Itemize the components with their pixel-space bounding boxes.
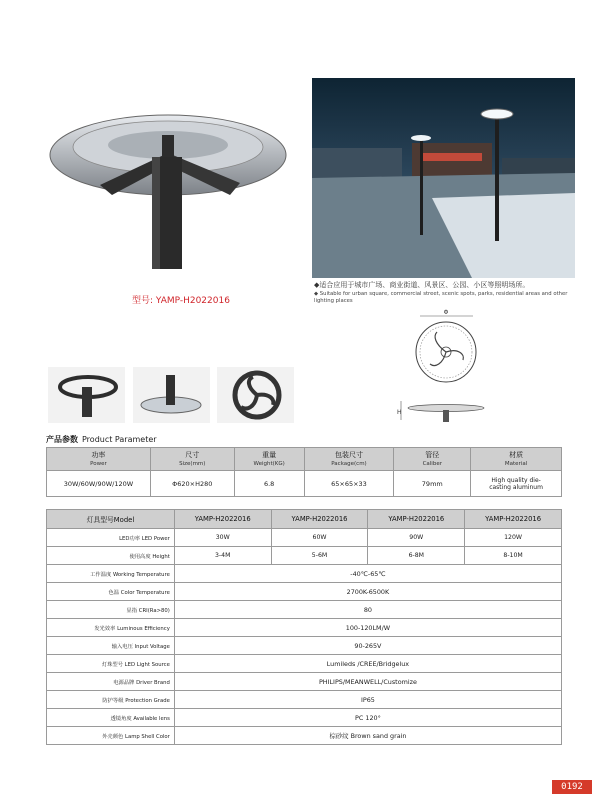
spec-label: 工作温度 Working Temperature [47, 565, 175, 583]
height-label: H [397, 409, 402, 416]
spec-value: 8-10M [465, 547, 562, 565]
spec-row [47, 619, 562, 637]
spec-row [47, 673, 562, 691]
spec-header-label: 灯具型号Model [47, 510, 175, 529]
param-header-size: 尺寸 Size(mm) [150, 448, 234, 471]
spec-row [47, 601, 562, 619]
spec-label: 灯珠型号 LED Light Source [47, 655, 175, 673]
param-package: 65×65×33 [304, 471, 394, 497]
spec-label: 输入电压 Input Voltage [47, 637, 175, 655]
spec-row [47, 727, 562, 745]
spec-header-row [47, 510, 562, 529]
param-header-weight: 重量 Weight(KG) [234, 448, 304, 471]
applications-cn: ◆适合应用于城市广场、商业街道、风景区、公园、小区等照明场所。 [314, 281, 530, 289]
spec-value: PC 120° [174, 709, 561, 727]
model-label: 型号: YAMP-H2022016 [132, 296, 230, 306]
spec-row [47, 637, 562, 655]
spec-label: 色温 Color Temperature [47, 583, 175, 601]
spec-value: 90-265V [174, 637, 561, 655]
spec-row [47, 691, 562, 709]
detail-photo-bracket [48, 367, 125, 423]
spec-label: 使用高度 Height [47, 547, 175, 565]
param-caliber: 79mm [394, 471, 471, 497]
detail-photo-top [217, 367, 294, 423]
spec-label: 防护等级 Protection Grade [47, 691, 175, 709]
param-size: Φ620×H280 [150, 471, 234, 497]
spec-label: LED功率 LED Power [47, 529, 175, 547]
dimension-drawing [395, 308, 495, 426]
spec-value: 6-8M [368, 547, 465, 565]
section-title-cn: 产品参数 [46, 435, 78, 444]
spec-label: 电源品牌 Driver Brand [47, 673, 175, 691]
spec-value: 3-4M [174, 547, 271, 565]
spec-row-power [47, 529, 562, 547]
spec-row [47, 709, 562, 727]
param-material: High quality die- casting aluminum [471, 471, 562, 497]
spec-row [47, 565, 562, 583]
spec-model-1: YAMP-H2022016 [174, 510, 271, 529]
spec-label: 外壳颜色 Lamp Shell Color [47, 727, 175, 745]
page-number: 0192 [552, 780, 592, 794]
spec-model-2: YAMP-H2022016 [271, 510, 368, 529]
spec-row [47, 655, 562, 673]
applications-en: ◆ Suitable for urban square, commercial street, scenic spots, parks, residential areas and other lighting places [314, 291, 568, 304]
param-power: 30W/60W/90W/120W [47, 471, 151, 497]
spec-value: 120W [465, 529, 562, 547]
spec-value: 60W [271, 529, 368, 547]
product-hero-image [40, 95, 290, 280]
spec-value: IP65 [174, 691, 561, 709]
spec-label: 透镜角度 Available lens [47, 709, 175, 727]
section-title [46, 434, 157, 445]
spec-value: -40℃-65℃ [174, 565, 561, 583]
param-header-material: 材质 Material [471, 448, 562, 471]
spec-value: Lumileds /CREE/Bridgelux [174, 655, 561, 673]
night-scene-photo [312, 78, 575, 278]
section-title-en: Product Parameter [82, 435, 157, 444]
spec-value: 30W [174, 529, 271, 547]
product-parameter-table [46, 447, 562, 497]
spec-row [47, 583, 562, 601]
spec-model-3: YAMP-H2022016 [368, 510, 465, 529]
spec-row-height [47, 547, 562, 565]
param-weight: 6.8 [234, 471, 304, 497]
specification-table [46, 509, 562, 745]
spec-value: PHILIPS/MEANWELL/Customize [174, 673, 561, 691]
spec-label: 显指 CRI(Ra>80) [47, 601, 175, 619]
param-header-package: 包装尺寸 Package(cm) [304, 448, 394, 471]
spec-model-4: YAMP-H2022016 [465, 510, 562, 529]
diameter-label: Φ [443, 309, 449, 316]
spec-value: 5-6M [271, 547, 368, 565]
spec-value: 棕砂纹 Brown sand grain [174, 727, 561, 745]
spec-value: 90W [368, 529, 465, 547]
spec-value: 100-120LM/W [174, 619, 561, 637]
spec-value: 80 [174, 601, 561, 619]
spec-value: 2700K-6500K [174, 583, 561, 601]
param-header-caliber: 管径 Caliber [394, 448, 471, 471]
param-header-row [47, 448, 562, 471]
spec-label: 发光效率 Luminous Efficiency [47, 619, 175, 637]
param-header-power: 功率 Power [47, 448, 151, 471]
param-value-row [47, 471, 562, 497]
detail-photo-disc [133, 367, 210, 423]
